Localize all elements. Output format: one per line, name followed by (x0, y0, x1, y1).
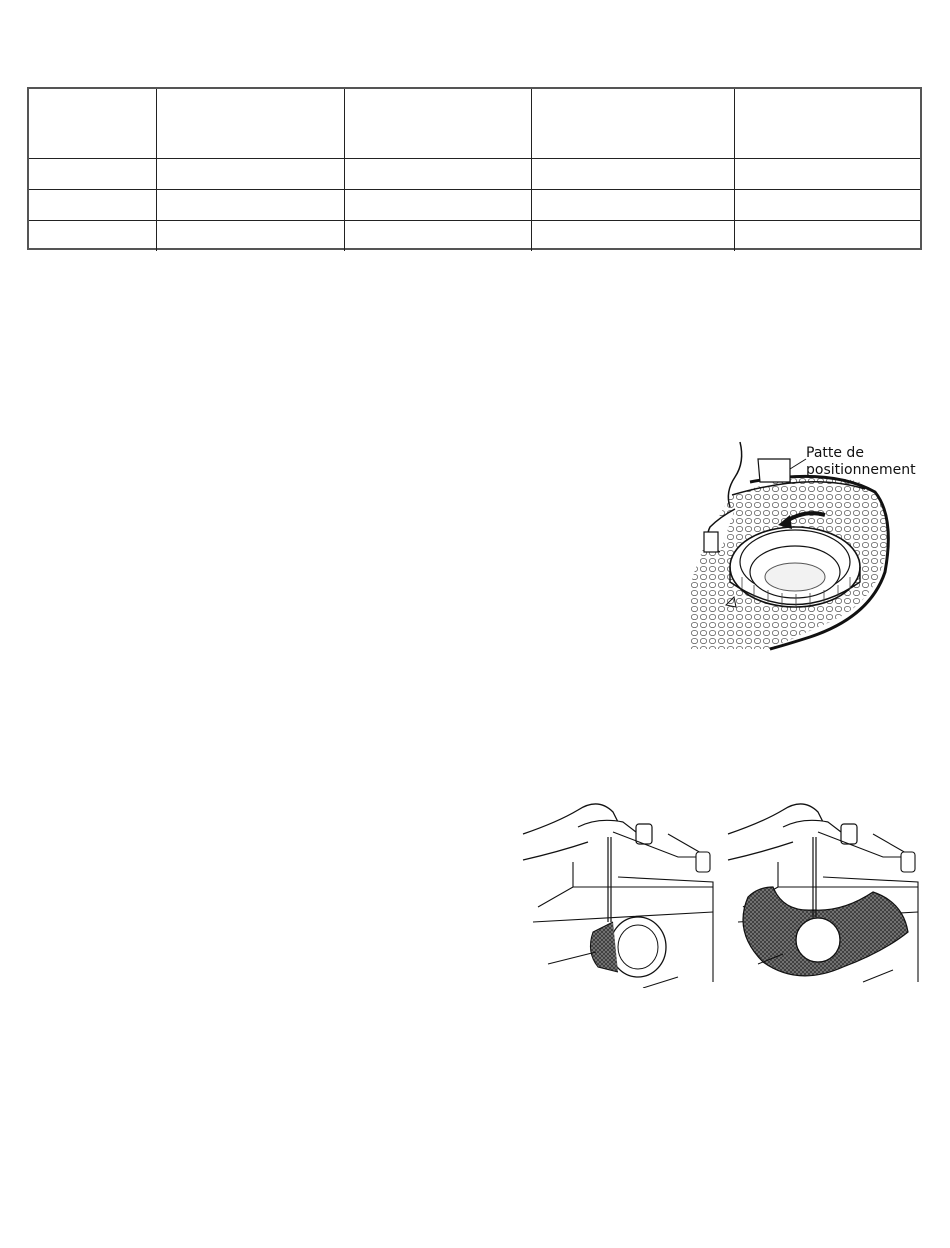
data-table (27, 87, 922, 250)
table-cell (29, 190, 156, 221)
table-header-cell (29, 89, 156, 159)
table-cell (156, 190, 344, 221)
callout-line-1: Patte de (806, 445, 864, 461)
table-cell (531, 190, 734, 221)
table-header-cell (734, 89, 920, 159)
table-cell (734, 190, 920, 221)
table-header-cell (344, 89, 531, 159)
table-row (29, 190, 920, 221)
table-header-row (29, 89, 920, 159)
table-cell (531, 221, 734, 252)
table-cell (734, 159, 920, 190)
filter-rinse-illustration (518, 792, 922, 988)
positioning-tab-callout (806, 445, 916, 479)
table-header-cell (531, 89, 734, 159)
table-cell (344, 159, 531, 190)
rinse-lower-filter-panel (728, 804, 918, 982)
rinse-upper-filter-panel (523, 804, 713, 988)
table-row (29, 159, 920, 190)
table-cell (344, 221, 531, 252)
callout-line-2: positionnement (806, 462, 916, 478)
table-cell (344, 190, 531, 221)
table-cell (156, 221, 344, 252)
table-cell (29, 221, 156, 252)
table-cell (531, 159, 734, 190)
table-grid (29, 89, 920, 251)
table-cell (734, 221, 920, 252)
table-cell (156, 159, 344, 190)
table-cell (29, 159, 156, 190)
table-row (29, 221, 920, 252)
table-header-cell (156, 89, 344, 159)
